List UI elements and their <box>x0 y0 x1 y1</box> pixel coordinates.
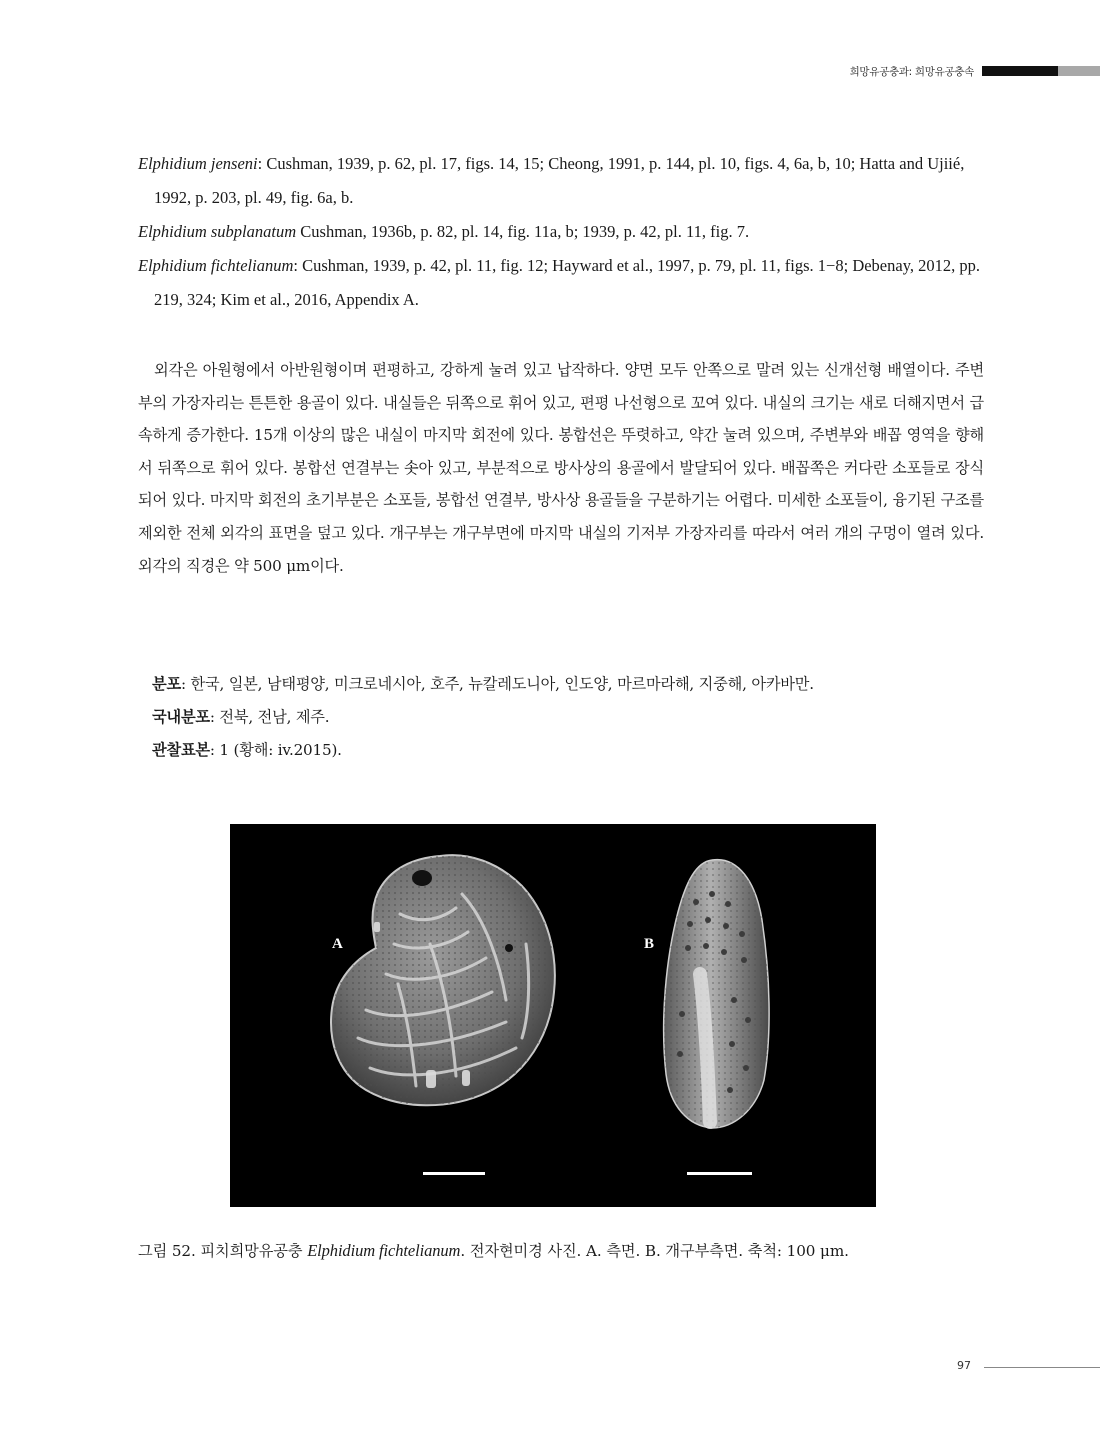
sem-figure <box>230 824 876 1207</box>
reference-entry <box>138 249 984 317</box>
distribution-line <box>152 668 814 701</box>
specimen-b-apertural-view <box>664 860 769 1128</box>
reference-sep: : <box>257 154 267 173</box>
panel-label-a: A <box>332 936 343 952</box>
domestic-distribution-value: : 전북, 전남, 제주. <box>209 708 330 726</box>
distribution-label: 분포 <box>152 675 181 693</box>
panel-label-b: B <box>644 936 655 952</box>
figure-caption <box>138 1234 984 1268</box>
specimens-line <box>152 734 814 767</box>
domestic-distribution-label: 국내분포 <box>152 708 210 726</box>
sem-figure-drawing <box>230 824 876 1207</box>
header-bar-black <box>982 66 1058 76</box>
caption-prefix: 그림 52. 피치희망유공충 <box>138 1242 308 1260</box>
reference-citation: Cushman, 1939, p. 42, pl. 11, fig. 12; Hayward et al., 1997, p. 79, pl. 11, figs. 1−8; Debenay, 2012, pp. 219, 324; Kim et al., 2016, Appendix A. <box>154 256 981 309</box>
reference-species: Elphidium jenseni <box>138 154 258 173</box>
reference-sep: : <box>293 256 303 275</box>
page-number: 97 <box>957 1359 971 1372</box>
distribution-block <box>152 668 814 767</box>
scale-bar-a <box>423 1172 485 1175</box>
reference-entry <box>138 215 984 249</box>
distribution-value: : 한국, 일본, 남태평양, 미크로네시아, 호주, 뉴칼레도니아, 인도양, 마르마라해, 지중해, 아카바만. <box>180 675 814 693</box>
running-header <box>850 64 1100 78</box>
specimens-label: 관찰표본 <box>152 741 210 759</box>
caption-species: Elphidium fichtelianum <box>307 1241 461 1260</box>
synonymy-references <box>138 147 984 317</box>
running-title: 희망유공충과: 희망유공충속 <box>849 65 974 78</box>
reference-citation: Cushman, 1939, p. 62, pl. 17, figs. 14, 15; Cheong, 1991, p. 144, pl. 10, figs. 4, 6a, b, 10; Hatta and Ujiié, 1992, p. 203, pl. 49, fig. 6a, b. <box>154 154 965 207</box>
caption-suffix: . 전자현미경 사진. A. 측면. B. 개구부측면. 축척: 100 μm. <box>460 1242 849 1260</box>
description-paragraph: 외각은 아원형에서 아반원형이며 편평하고, 강하게 눌려 있고 납작하다. 양면 모두 안쪽으로 말려 있는 신개선형 배열이다. 주변부의 가장자리는 튼튼한 용골이 있다. 내실들은 뒤쪽으로 휘어 있고, 편평 나선형으로 꼬여 있다. 내실의 크기는 새로 더해지면서 급속하게 증가한다. 15개 이상의 많은 내실이 마지막 회전에 있다. 봉합선은 뚜렷하고, 약간 눌려 있으며, 주변부와 배꼽 영역을 향해서 뒤쪽으로 휘어 있다. 봉합선 연결부는 솟아 있고, 부분적으로 방사상의 용골에서 발달되어 있다. 배꼽쪽은 커다란 소포들로 장식되어 있다. 마지막 회전의 초기부분은 소포들, 봉합선 연결부, 방사상 용골들을 구분하기는 어렵다. 미세한 소포들이, 융기된 구조를 제외한 전체 외각의 표면을 덮고 있다. 개구부는 개구부면에 마지막 내실의 기저부 가장자리를 따라서 여러 개의 구멍이 열려 있다. 외각의 직경은 약 500 μm이다. <box>138 361 984 575</box>
specimen-a-side-view <box>331 855 555 1105</box>
scale-bar-b <box>687 1172 752 1175</box>
reference-entry <box>138 147 984 215</box>
domestic-distribution-line <box>152 701 814 734</box>
reference-citation: Cushman, 1936b, p. 82, pl. 14, fig. 11a, b; 1939, p. 42, pl. 11, fig. 7. <box>300 222 750 241</box>
reference-species: Elphidium fichtelianum <box>138 256 294 275</box>
footer-rule <box>984 1367 1100 1368</box>
specimens-value: : 1 (황해: iv.2015). <box>209 741 342 759</box>
reference-species: Elphidium subplanatum <box>138 222 297 241</box>
header-bar-gray <box>1058 66 1100 76</box>
